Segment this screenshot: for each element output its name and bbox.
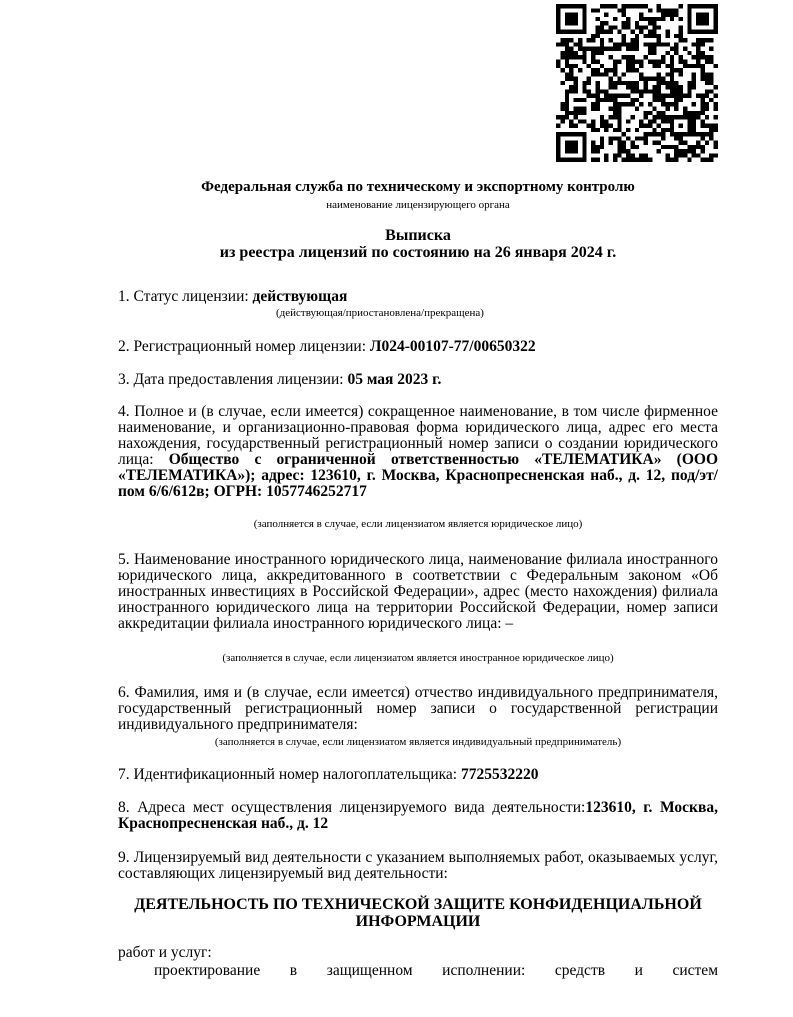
license-status-caption: (действующая/приостановлена/прекращена) — [276, 307, 484, 319]
foreign-entity-caption: (заполняется в случае, если лицензиатом является иностранное юридическое лицо) — [222, 652, 614, 664]
activity-addresses — [118, 800, 718, 832]
inn-value: 7725532220 — [460, 766, 539, 783]
license-status — [118, 289, 718, 305]
activity-type: 9. Лицензируемый вид деятельности с указанием выполняемых работ, оказываемых услуг, составляющих лицензируемый вид деятельности: — [118, 849, 718, 882]
legal-entity-value: Общество с ограниченной ответственностью «ТЕЛЕМАТИКА» (ООО «ТЕЛЕМАТИКА»); адрес: 123610, г. Москва, Краснопресненская наб., д. 12, под/эт/пом 6/6/612в; ОГРН: 1057746252717 — [118, 451, 718, 500]
issue-date-value: 05 мая 2023 г. — [347, 371, 442, 388]
legal-entity-info — [118, 404, 718, 500]
inn — [118, 767, 718, 783]
registration-number-label: 2. Регистрационный номер лицензии: — [118, 338, 370, 355]
qr-code-icon — [556, 4, 718, 162]
document-subtitle: из реестра лицензий по состоянию на 26 января 2024 г. — [219, 244, 617, 261]
issue-date — [118, 372, 718, 388]
issue-date-label: 3. Дата предоставления лицензии: — [118, 371, 348, 388]
first-work-item: проектирование в защищенном исполнении: средств и систем — [154, 962, 718, 979]
works-label: работ и услуг: — [118, 944, 212, 961]
activity-addresses-label: 8. Адреса мест осуществления лицензируемого вида деятельности: — [118, 799, 586, 816]
legal-entity-caption: (заполняется в случае, если лицензиатом является юридическое лицо) — [253, 518, 583, 530]
foreign-entity-value: – — [505, 615, 514, 632]
registration-number-value: Л024-00107-77/00650322 — [369, 338, 536, 355]
license-status-value: действующая — [252, 288, 348, 305]
authority-caption: наименование лицензирующего органа — [326, 199, 510, 211]
foreign-entity-info — [118, 552, 718, 632]
activity-title: ДЕЯТЕЛЬНОСТЬ ПО ТЕХНИЧЕСКОЙ ЗАЩИТЕ КОНФИДЕНЦИАЛЬНОЙ ИНФОРМАЦИИ — [134, 896, 702, 930]
foreign-entity-label: 5. Наименование иностранного юридического лица, наименование филиала иностранного юридического лица, аккредитованного в соответствии с Федеральным законом «Об иностранных инвестициях в Российской Федерации», адрес (место нахождения) филиала иностранного юридического лица на территории Российской Федерации, номер записи аккредитации филиала иностранного юридического лица: — [118, 551, 718, 632]
authority-name: Федеральная служба по техническому и экспортному контролю — [201, 179, 635, 195]
registration-number — [118, 339, 718, 355]
inn-label: 7. Идентификационный номер налогоплательщика: — [118, 766, 461, 783]
document-title: Выписка — [385, 227, 451, 244]
qr-code — [556, 4, 718, 162]
license-status-label: 1. Статус лицензии: — [118, 288, 253, 305]
entrepreneur-caption: (заполняется в случае, если лицензиатом является индивидуальный предприниматель) — [214, 736, 622, 748]
activity-addresses-value: 123610, г. Москва, Краснопресненская наб., д. 12 — [118, 799, 718, 832]
entrepreneur-info: 6. Фамилия, имя и (в случае, если имеется) отчество индивидуального предпринимателя, государственный регистрационный номер записи о государственной регистрации индивидуального предпринимателя: — [118, 684, 718, 733]
legal-entity-label: 4. Полное и (в случае, если имеется) сокращенное наименование, в том числе фирменное наименование, и организационно-правовая форма юридического лица, адрес его места нахождения, государственный регистрационный номер записи о создании юридического лица: — [118, 403, 718, 468]
